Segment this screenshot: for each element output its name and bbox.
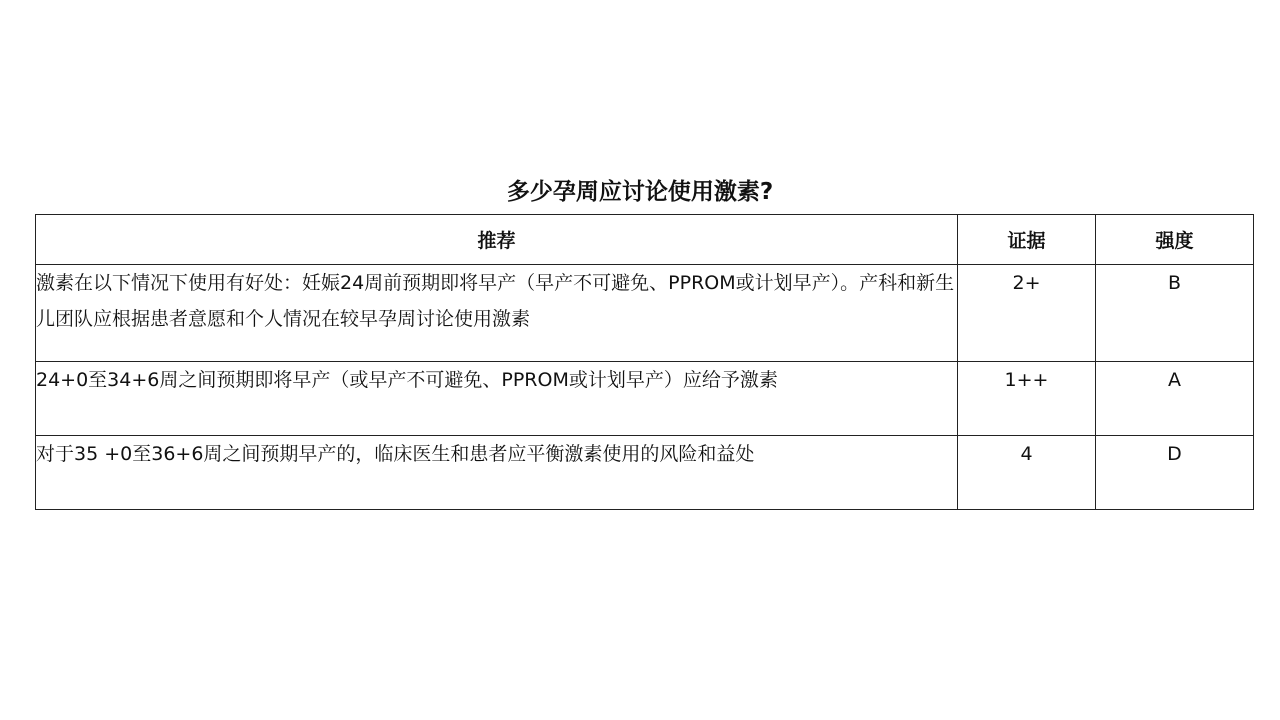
table-header-row: [36, 215, 1254, 265]
strength-cell: B: [1096, 265, 1254, 362]
header-evidence: 证据: [958, 215, 1096, 265]
table-row: [36, 362, 1254, 436]
header-recommendation: 推荐: [36, 215, 958, 265]
slide-title: 多少孕周应讨论使用激素?: [506, 179, 774, 205]
evidence-cell: 4: [958, 436, 1096, 510]
table-row: [36, 265, 1254, 362]
recommendation-cell: 24+0至34+6周之间预期即将早产（或早产不可避免、PPROM或计划早产）应给予激素: [36, 362, 958, 436]
recommendation-cell: 对于35 +0至36+6周之间预期早产的，临床医生和患者应平衡激素使用的风险和益处: [36, 436, 958, 510]
table-row: [36, 436, 1254, 510]
evidence-cell: 1++: [958, 362, 1096, 436]
recommendation-table: [35, 214, 1254, 510]
recommendation-cell: 激素在以下情况下使用有好处：妊娠24周前预期即将早产（早产不可避免、PPROM或计划早产）。产科和新生儿团队应根据患者意愿和个人情况在较早孕周讨论使用激素: [36, 265, 958, 362]
evidence-cell: 2+: [958, 265, 1096, 362]
strength-cell: A: [1096, 362, 1254, 436]
strength-cell: D: [1096, 436, 1254, 510]
header-strength: 强度: [1096, 215, 1254, 265]
